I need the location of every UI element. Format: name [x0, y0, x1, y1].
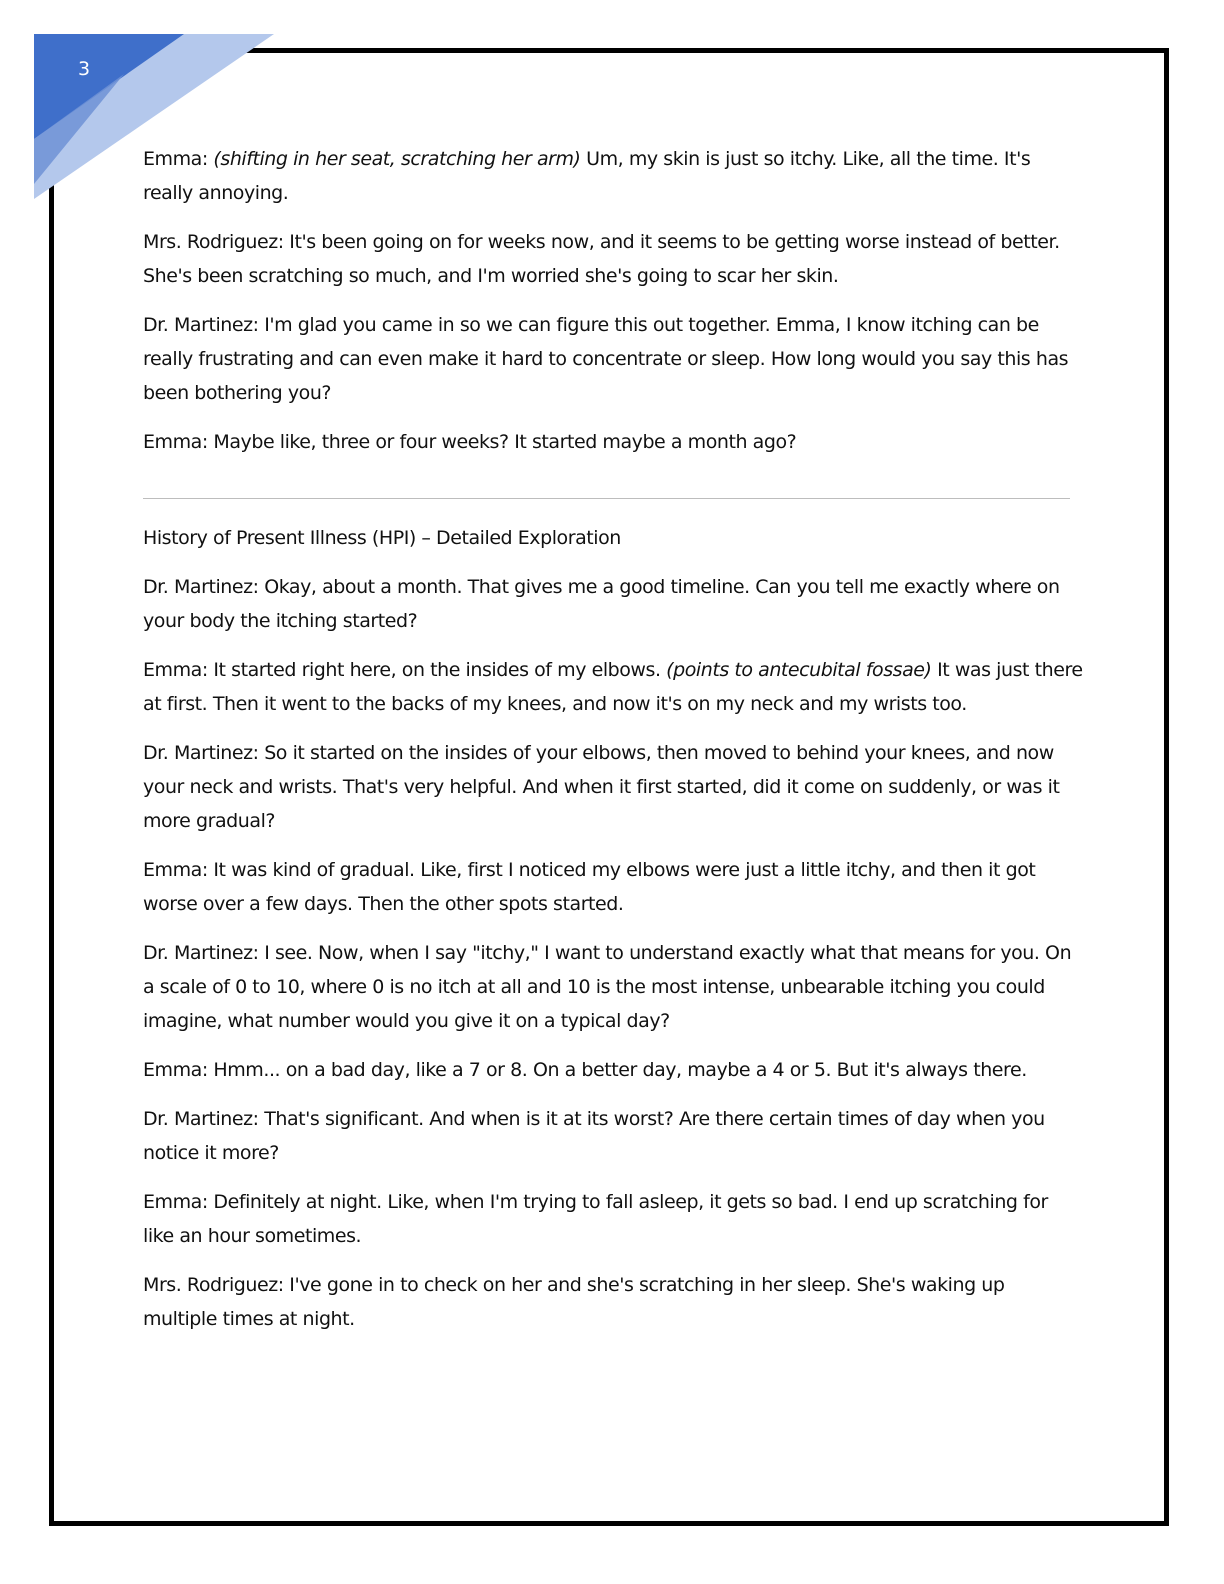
dialogue-paragraph: Dr. Martinez: That's significant. And when is it at its worst? Are there certain times of day when you notice it more? [143, 1108, 1045, 1164]
dialogue-paragraph: Dr. Martinez: I see. Now, when I say "itchy," I want to understand exactly what that means for you. On a scale of 0 to 10, where 0 is no itch at all and 10 is the most intense, unbearable itching you could imagine, what number would you give it on a typical day? [143, 942, 1072, 1032]
dialogue-paragraph: Emma: It was kind of gradual. Like, first I noticed my elbows were just a little itchy, and then it got worse over a few days. Then the other spots started. [143, 859, 1036, 915]
section-heading: History of Present Illness (HPI) – Detailed Exploration [143, 527, 621, 549]
dialogue-paragraph [143, 653, 1083, 721]
dialogue-paragraph: Dr. Martinez: Okay, about a month. That gives me a good timeline. Can you tell me exactly where on your body the itching started? [143, 576, 1060, 632]
dialogue-paragraph [143, 142, 1083, 210]
speaker-line-suffix: Um, my skin is just so itchy. Like, all the time. It's really annoying. [143, 148, 1031, 204]
dialogue-paragraph: Mrs. Rodriguez: I've gone in to check on her and she's scratching in her sleep. She's waking up multiple times at night. [143, 1274, 1005, 1330]
dialogue-paragraph: Dr. Martinez: I'm glad you came in so we can figure this out together. Emma, I know itching can be really frustrating and can even make it hard to concentrate or sleep. How long would you say this has been bothering you? [143, 314, 1069, 404]
dialogue-paragraph: Mrs. Rodriguez: It's been going on for weeks now, and it seems to be getting worse instead of better. She's been scratching so much, and I'm worried she's going to scar her skin. [143, 231, 1060, 287]
section-divider [143, 498, 1070, 499]
dialogue-paragraph: Emma: Hmm... on a bad day, like a 7 or 8. On a better day, maybe a 4 or 5. But it's always there. [143, 1059, 1027, 1081]
speaker-line-suffix: It was just there at first. Then it went to the backs of my knees, and now it's on my neck and my wrists too. [143, 659, 1083, 715]
speaker-line-prefix: Emma: [143, 148, 214, 170]
dialogue-paragraph: Emma: Maybe like, three or four weeks? It started maybe a month ago? [143, 431, 797, 453]
speaker-line-prefix: Emma: It started right here, on the insides of my elbows. [143, 659, 667, 681]
page-number: 3 [78, 58, 91, 80]
dialogue-paragraph: Emma: Definitely at night. Like, when I'm trying to fall asleep, it gets so bad. I end up scratching for like an hour sometimes. [143, 1191, 1048, 1247]
stage-direction: (shifting in her seat, scratching her arm) [213, 148, 581, 170]
dialogue-paragraph: Dr. Martinez: So it started on the insides of your elbows, then moved to behind your knees, and now your neck and wrists. That's very helpful. And when it first started, did it come on suddenly, or was it more gradual? [143, 742, 1060, 832]
stage-direction: (points to antecubital fossae) [666, 659, 932, 681]
document-body [143, 142, 1083, 1351]
